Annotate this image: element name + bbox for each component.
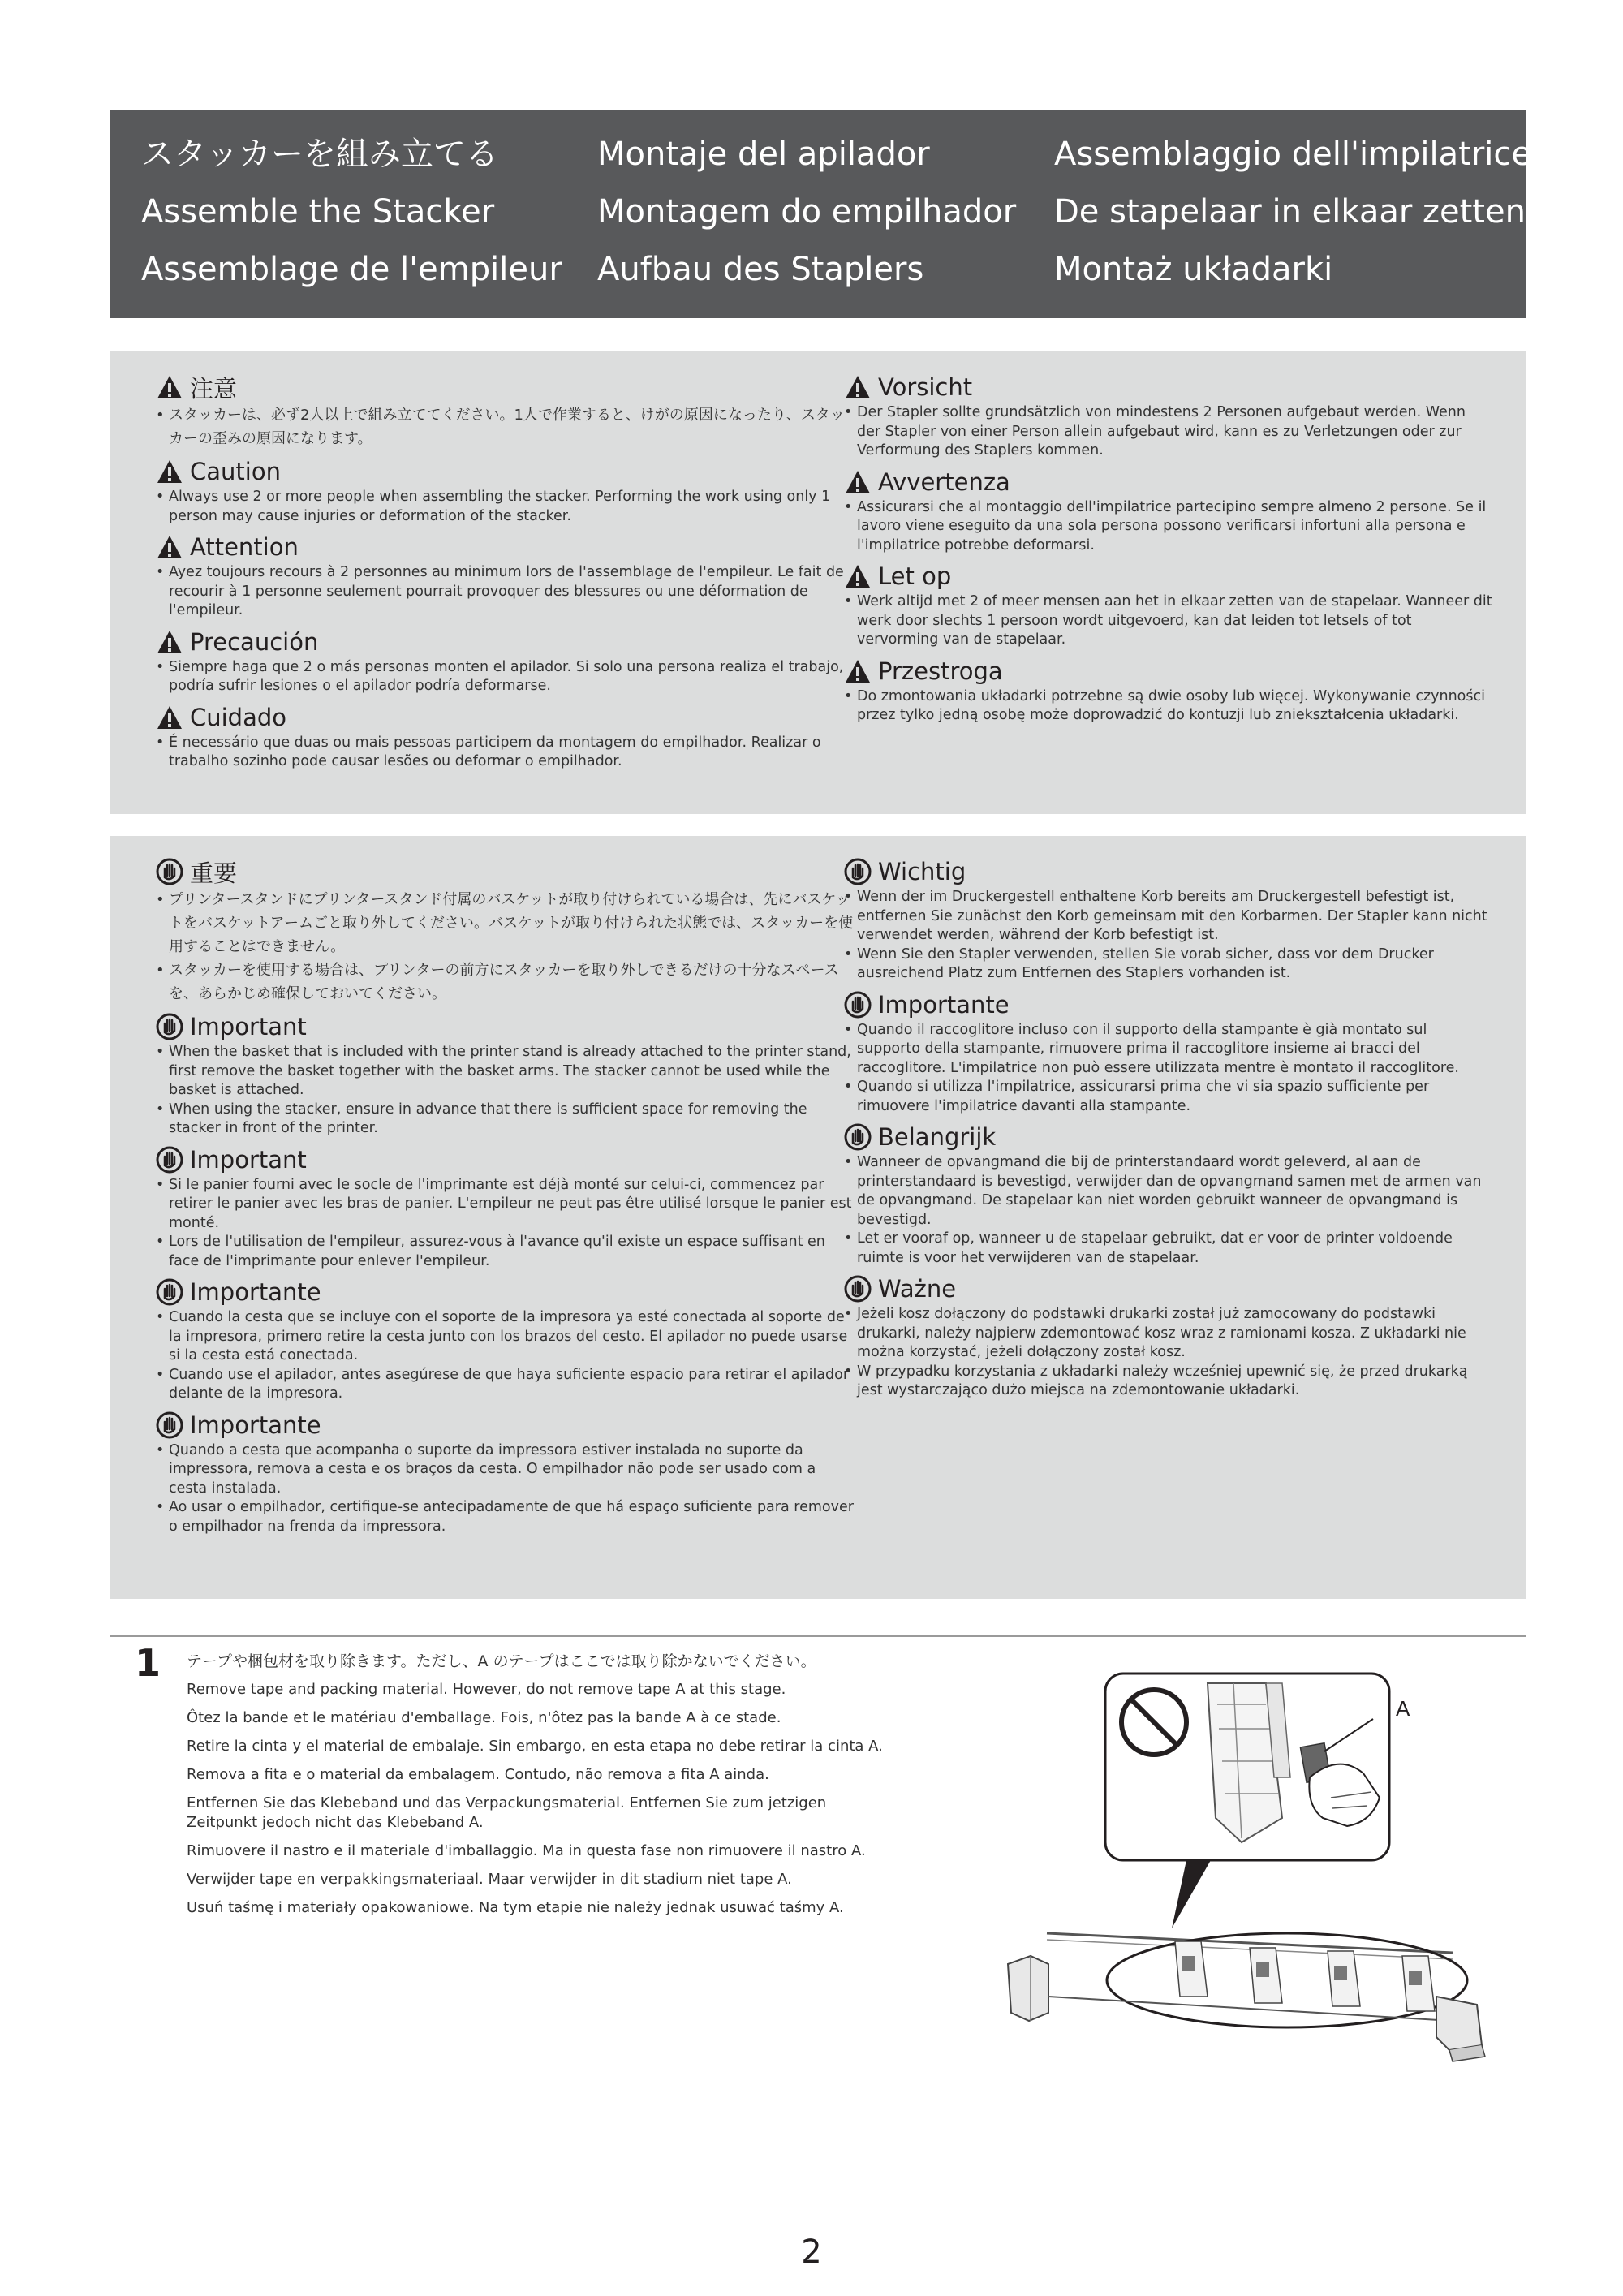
caution-section-es (156, 626, 857, 696)
caution-title-pl: Przestroga (878, 657, 1003, 685)
important-text-ja-1: • プリンタースタンドにプリンタースタンド付属のバスケットが取り付けられている場合は、先にバスケットをバスケットアームごと取り外してください。バスケットが取り付けられた状態では、スタッカーを使用することはできません。 (156, 888, 857, 958)
hand-stop-icon (156, 1146, 183, 1174)
important-title-nl: Belangrijk (878, 1123, 997, 1151)
caution-text-fr: • Ayez toujours recours à 2 personnes au minimum lors de l'assemblage de l'empileur. Le fait de recourir à 1 personne seulement pourrait provoquer des blessures ou une déformation de l'empileur. (156, 563, 857, 621)
step-text-nl: Verwijder tape en verpakkingsmateriaal. Maar verwijder in dit stadium niet tape A. (187, 1871, 792, 1888)
caution-title-nl: Let op (878, 562, 952, 590)
important-title-fr: Important (190, 1145, 307, 1174)
important-title-de: Wichtig (878, 858, 966, 885)
caution-right-column (844, 371, 1493, 730)
title-pl: Montaż układarki (1054, 251, 1333, 288)
warning-triangle-icon (844, 374, 872, 400)
important-title-pt: Importante (190, 1411, 321, 1439)
important-text-en-1: • When the basket that is included with the printer stand is already attached to the printer stand, first remove the basket together with the basket arms. The stacker cannot be used while the basket is attached. (156, 1043, 857, 1101)
caution-section-fr (156, 531, 857, 621)
caution-title-ja: 注意 (190, 374, 238, 403)
caution-title-pt: Cuidado (190, 703, 287, 731)
hand-stop-icon (844, 1123, 872, 1151)
warning-triangle-icon (156, 534, 183, 560)
warning-triangle-icon (844, 563, 872, 589)
important-section-it (844, 989, 1493, 1117)
hand-stop-icon (844, 858, 872, 885)
caution-text-pt: • É necessário que duas ou mais pessoas participem da montagem do empilhador. Realizar o trabalho sozinho pode causar lesões ou deformar o empilhador. (156, 734, 857, 772)
caution-section-en (156, 455, 857, 526)
important-text-de-2: • Wenn Sie den Stapler verwenden, stellen Sie vorab sicher, dass vor dem Drucker ausreichend Platz zum Entfernen des Staplers vorhanden ist. (844, 946, 1493, 984)
important-section-de (844, 855, 1493, 984)
important-section-ja (156, 855, 857, 1006)
caution-section-de (844, 371, 1493, 461)
step-text-ja: テープや梱包材を取り除きます。ただし、A のテープはここでは取り除かないでください。 (187, 1652, 816, 1670)
caution-section-ja (156, 371, 857, 450)
stacker-tape-illustration (998, 1656, 1493, 2078)
important-text-nl-1: • Wanneer de opvangmand die bij de printerstandaard wordt geleverd, al aan de printerstandaard is bevestigd, verwijder dan de opvangmand samen met de armen van de opvangmand. De stapelaar kan niet worden gebruikt wanneer de opvangmand is bevestigd. (844, 1153, 1493, 1230)
title-header (110, 110, 1531, 318)
step-number: 1 (135, 1641, 161, 1685)
warning-triangle-icon (844, 469, 872, 495)
caution-section-pl (844, 655, 1493, 726)
title-es: Montaje del apilador (597, 136, 930, 173)
caution-section-pt (156, 701, 857, 772)
important-title-pl: Ważne (878, 1275, 957, 1303)
step-divider (110, 1635, 1526, 1637)
warning-triangle-icon (156, 459, 183, 485)
important-text-ja-2: • スタッカーを使用する場合は、プリンターの前方にスタッカーを取り外しできるだけの十分なスペースを、あらかじめ確保しておいてください。 (156, 958, 857, 1006)
important-text-fr-1: • Si le panier fourni avec le socle de l'imprimante est déjà monté sur celui-ci, commencez par retirer le panier avec les bras de panier. L'empileur ne peut pas être utilisé lorsque le panier est monté. (156, 1176, 857, 1234)
important-text-pt-1: • Quando a cesta que acompanha o suporte da impressora estiver instalada no suporte da impressora, remova a cesta e os braços da cesta. O empilhador não pode ser usado com a cesta instalada. (156, 1441, 857, 1499)
title-nl: De stapelaar in elkaar zetten (1054, 193, 1526, 230)
hand-stop-icon (156, 1278, 183, 1306)
caution-title-en: Caution (190, 458, 281, 485)
stacker-overview (1008, 1933, 1485, 2061)
caution-title-de: Vorsicht (878, 373, 973, 401)
important-section-fr (156, 1144, 857, 1272)
title-ja: スタッカーを組み立てる (141, 136, 498, 173)
step-text-en: Remove tape and packing material. However, do not remove tape A at this stage. (187, 1681, 786, 1698)
important-text-it-2: • Quando si utilizza l'impilatrice, assicurarsi prima che vi sia spazio sufficiente per rimuovere l'impilatrice davanti alla stampante. (844, 1078, 1493, 1116)
caution-text-de: • Der Stapler sollte grundsätzlich von mindestens 2 Personen aufgebaut werden. Wenn der Stapler von einer Person allein aufgebaut wird, kann es zu Verletzungen oder zur Verformung des Staplers kommen. (844, 403, 1493, 461)
important-text-fr-2: • Lors de l'utilisation de l'empileur, assurez-vous à l'avance qu'il existe un espace suffisant en face de l'imprimante pour enlever l'empileur. (156, 1233, 857, 1271)
caution-title-it: Avvertenza (878, 467, 1010, 496)
caution-text-nl: • Werk altijd met 2 of meer mensen aan het in elkaar zetten van de stapelaar. Wanneer dit werk door slechts 1 persoon wordt uitgevoerd, kan dat leiden tot letsels of tot vervorming van de stapelaar. (844, 592, 1493, 650)
important-text-pt-2: • Ao usar o empilhador, certifique-se antecipadamente de que há espaço suficiente para remover o empilhador na frenda da impressora. (156, 1498, 857, 1536)
step-text-de: Entfernen Sie das Klebeband und das Verpackungsmaterial. Entfernen Sie zum jetzigen Zeitpunkt jedoch nicht das Klebeband A. (187, 1794, 827, 1831)
caution-text-en: • Always use 2 or more people when assembling the stacker. Performing the work using only 1 person may cause injuries or deformation of the stacker. (156, 488, 857, 526)
important-title-es: Importante (190, 1278, 321, 1306)
caution-section-nl (844, 560, 1493, 650)
important-section-pl (844, 1273, 1493, 1401)
important-section-pt (156, 1409, 857, 1537)
warning-triangle-icon (156, 374, 183, 400)
important-text-es-2: • Cuando use el apilador, antes asegúrese de que haya suficiente espacio para retirar el apilador delante de la impresora. (156, 1366, 857, 1404)
step-text-pt: Remova a fita e o material da embalagem. Contudo, não remova a fita A ainda. (187, 1766, 769, 1783)
warning-triangle-icon (156, 704, 183, 730)
page-number: 2 (801, 2234, 822, 2271)
step-instructions (187, 1652, 901, 1927)
hand-stop-icon (156, 1411, 183, 1439)
caution-left-column (156, 371, 857, 777)
important-right-column (844, 855, 1493, 1406)
caution-section-it (844, 466, 1493, 556)
important-left-column (156, 855, 857, 1541)
important-text-en-2: • When using the stacker, ensure in advance that there is sufficient space for removing the stacker in front of the printer. (156, 1101, 857, 1139)
step-text-it: Rimuovere il nastro e il materiale d'imballaggio. Ma in questa fase non rimuovere il nastro A. (187, 1842, 866, 1859)
important-text-de-1: • Wenn der im Druckergestell enthaltene Korb bereits am Druckergestell befestigt ist, entfernen Sie zunächst den Korb gemeinsam mit den Korbarmen. Der Stapler kann nicht verwendet werden, während der Korb befestigt ist. (844, 888, 1493, 946)
caution-text-es: • Siempre haga que 2 o más personas monten el apilador. Si solo una persona realiza el trabajo, podría sufrir lesiones o el apilador podría deformarse. (156, 658, 857, 696)
caution-title-fr: Attention (190, 533, 299, 561)
callout-label-a: A (1396, 1696, 1410, 1721)
important-text-es-1: • Cuando la cesta que se incluye con el soporte de la impresora ya esté conectada al soporte de la impresora, primero retire la cesta junto con los brazos del cesto. El apilador no puede usarse si la cesta está conectada. (156, 1308, 857, 1366)
important-text-pl-1: • Jeżeli kosz dołączony do podstawki drukarki został już zamocowany do podstawki drukarki, należy najpierw zdemontować kosz wraz z ramionami kosza. Z układarki nie można korzystać, jeżeli dołączony został kosz. (844, 1305, 1493, 1363)
title-pt: Montagem do empilhador (597, 193, 1017, 230)
important-title-en: Important (190, 1013, 307, 1040)
hand-stop-icon (844, 1275, 872, 1303)
important-text-nl-2: • Let er vooraf op, wanneer u de stapelaar gebruikt, dat er voor de printer voldoende ruimte is voor het verwijderen van de stapelaar. (844, 1230, 1493, 1268)
hand-stop-icon (156, 858, 183, 885)
warning-triangle-icon (156, 629, 183, 655)
important-title-ja: 重要 (190, 859, 238, 887)
step-text-es: Retire la cinta y el material de embalaje. Sin embargo, en esta etapa no debe retirar la cinta A. (187, 1738, 883, 1755)
hand-stop-icon (156, 1013, 183, 1040)
important-title-it: Importante (878, 990, 1010, 1019)
warning-triangle-icon (844, 658, 872, 684)
title-en: Assemble the Stacker (141, 193, 495, 230)
important-text-it-1: • Quando il raccoglitore incluso con il supporto della stampante è già montato sul supporto della stampante, rimuovere prima il raccoglitore insieme ai bracci del raccoglitore. L'impilatrice non può essere utilizzata mentre è montato il raccoglitore. (844, 1021, 1493, 1079)
caution-panel (110, 351, 1526, 814)
important-text-pl-2: • W przypadku korzystania z układarki należy wcześniej upewnić się, że przed drukarką jest wystarczająco dużo miejsca na zdemontowanie układarki. (844, 1363, 1493, 1401)
title-fr: Assemblage de l'empileur (141, 251, 562, 288)
important-section-en (156, 1010, 857, 1139)
caution-title-es: Precaución (190, 627, 319, 656)
important-panel (110, 836, 1526, 1599)
caution-text-pl: • Do zmontowania układarki potrzebne są dwie osoby lub więcej. Wykonywanie czynności przez tylko jedną osobę może doprowadzić do kontuzji lub zniekształcenia układarki. (844, 687, 1493, 726)
step-text-pl: Usuń taśmę i materiały opakowaniowe. Na tym etapie nie należy jednak usuwać taśmy A. (187, 1899, 844, 1916)
title-it: Assemblaggio dell'impilatrice (1054, 136, 1531, 173)
title-de: Aufbau des Staplers (597, 251, 924, 288)
caution-text-it: • Assicurarsi che al montaggio dell'impilatrice partecipino sempre almeno 2 persone. Se il lavoro viene eseguito da una sola persona possono verificarsi infortuni alla persona e l'impilatrice potrebbe deformarsi. (844, 498, 1493, 556)
important-section-es (156, 1276, 857, 1404)
important-section-nl (844, 1121, 1493, 1268)
step-text-fr: Ôtez la bande et le matériau d'emballage. Fois, n'ôtez pas la bande A à ce stade. (187, 1709, 781, 1726)
hand-stop-icon (844, 991, 872, 1019)
detail-callout-box (1105, 1674, 1389, 1928)
caution-text-ja: • スタッカーは、必ず2人以上で組み立ててください。1人で作業すると、けがの原因になったり、スタッカーの歪みの原因になります。 (156, 403, 857, 450)
